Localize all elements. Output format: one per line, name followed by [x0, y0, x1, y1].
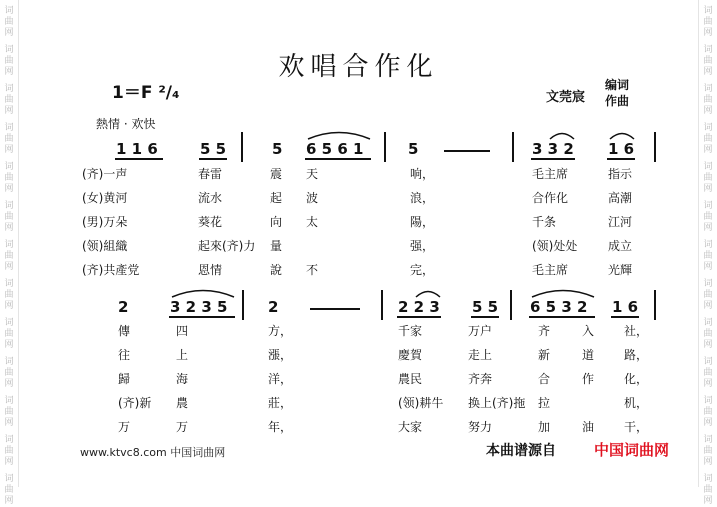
barline — [654, 290, 656, 320]
note-group: 1 6 — [608, 140, 635, 158]
lyric-cell: 春雷 — [198, 167, 223, 181]
watermark-glyph: 曲 — [703, 290, 713, 300]
watermark-glyph: 词 — [703, 201, 713, 211]
sustain-dash — [444, 150, 490, 152]
watermark-glyph: 词 — [4, 318, 14, 328]
lyric-cell: 毛主席 — [532, 167, 569, 181]
lyric-cell: 年， — [268, 420, 293, 434]
lyric-cell: 起 — [270, 191, 283, 205]
lyric-cell: 慶賀 — [398, 348, 423, 362]
watermark-glyph: 曲 — [4, 134, 14, 144]
watermark-glyph: 曲 — [4, 17, 14, 27]
watermark-glyph: 词 — [4, 474, 14, 484]
lyric-cell: 天 — [306, 167, 319, 181]
lyric-cell: 合 — [538, 372, 551, 386]
lyric-cell: 完， — [410, 263, 435, 277]
lyric-cell: 毛主席 — [532, 263, 569, 277]
lyric-cell: 洋， — [268, 372, 293, 386]
slur — [414, 286, 442, 298]
watermark-glyph: 网 — [4, 184, 14, 194]
watermark-glyph: 曲 — [703, 407, 713, 417]
note-group: 2 — [118, 298, 129, 316]
lyric-cell: 漲， — [268, 348, 293, 362]
beam-underline — [607, 158, 635, 160]
note-group: 5 5 — [472, 298, 499, 316]
lyric-cell: 向 — [270, 215, 283, 229]
watermark-glyph: 网 — [4, 301, 14, 311]
beam-underline — [169, 316, 235, 318]
sustain-dash — [310, 308, 360, 310]
watermark-glyph: 曲 — [4, 446, 14, 456]
watermark-glyph: 词 — [703, 123, 713, 133]
beam-underline — [199, 158, 227, 160]
barline — [241, 132, 243, 162]
watermark-glyph: 网 — [703, 145, 713, 155]
lyric-cell: 走上 — [468, 348, 493, 362]
watermark-glyph: 词 — [703, 318, 713, 328]
watermark-glyph: 曲 — [703, 17, 713, 27]
lyric-cell: 葵花 — [198, 215, 223, 229]
barline — [512, 132, 514, 162]
lyric-cell: 作 — [582, 372, 595, 386]
lyric-cell: 道 — [582, 348, 595, 362]
lyric-cell: 流水 — [198, 191, 223, 205]
watermark-glyph: 词 — [703, 396, 713, 406]
lyric-cell: (女)黄河 — [82, 191, 128, 205]
beam-underline — [611, 316, 639, 318]
watermark-glyph: 曲 — [4, 290, 14, 300]
lyric-cell: 起來(齐)力 — [198, 239, 256, 253]
note-group: 6 5 3 2 — [530, 298, 588, 316]
watermark-glyph: 曲 — [4, 173, 14, 183]
key-signature: 1＝F ²/₄ — [112, 83, 180, 103]
watermark-glyph: 词 — [703, 162, 713, 172]
lyric-cell: (齐)共產党 — [82, 263, 140, 277]
watermark-glyph: 曲 — [703, 446, 713, 456]
watermark-glyph: 网 — [4, 457, 14, 467]
watermark-glyph: 曲 — [703, 485, 713, 495]
watermark-glyph: 网 — [703, 67, 713, 77]
watermark-glyph: 词 — [703, 240, 713, 250]
lyric-cell: 海 — [176, 372, 189, 386]
watermark-glyph: 词 — [4, 357, 14, 367]
slur — [608, 128, 636, 140]
watermark-glyph: 曲 — [4, 407, 14, 417]
beam-underline — [471, 316, 499, 318]
watermark-glyph: 词 — [4, 240, 14, 250]
lyric-cell: (齐)一声 — [82, 167, 128, 181]
watermark-glyph: 曲 — [703, 56, 713, 66]
watermark-glyph: 网 — [4, 28, 14, 38]
watermark-glyph: 网 — [703, 301, 713, 311]
slur — [548, 128, 576, 140]
watermark-glyph: 网 — [4, 496, 14, 506]
lyric-cell: 量 — [270, 239, 283, 253]
watermark-glyph: 词 — [4, 201, 14, 211]
footer-brand: 中国词曲网 — [594, 441, 670, 459]
lyric-cell: 光輝 — [608, 263, 633, 277]
barline — [242, 290, 244, 320]
composer-role: 作曲 — [605, 94, 630, 108]
note-group: 3 2 3 5 — [170, 298, 228, 316]
watermark-glyph: 曲 — [703, 95, 713, 105]
watermark-glyph: 词 — [4, 84, 14, 94]
lyric-cell: (男)万朵 — [82, 215, 128, 229]
watermark-glyph: 曲 — [703, 368, 713, 378]
lyric-cell: 陽， — [410, 215, 435, 229]
lyric-cell: 齐奔 — [468, 372, 493, 386]
footer-url: www.ktvc8.com 中国词曲网 — [80, 446, 226, 459]
lyric-cell: (齐)新 — [118, 396, 152, 410]
watermark-glyph: 曲 — [4, 251, 14, 261]
watermark-glyph: 词 — [4, 396, 14, 406]
note-group: 5 — [408, 140, 419, 158]
lyric-cell: 化， — [624, 372, 649, 386]
watermark-glyph: 曲 — [4, 212, 14, 222]
lyric-cell: 齐 — [538, 324, 551, 338]
watermark-glyph: 网 — [4, 106, 14, 116]
lyric-cell: 不 — [306, 263, 319, 277]
note-group: 3 3 2 — [532, 140, 574, 158]
barline — [381, 290, 383, 320]
watermark-glyph: 网 — [703, 379, 713, 389]
lyric-cell: 新 — [538, 348, 551, 362]
lyric-cell: 万 — [118, 420, 131, 434]
watermark-glyph: 词 — [4, 435, 14, 445]
footer-source: 本曲谱源自 — [486, 443, 556, 459]
lyric-cell: 方， — [268, 324, 293, 338]
watermark-glyph: 词 — [4, 279, 14, 289]
lyric-cell: 努力 — [468, 420, 493, 434]
watermark-glyph: 曲 — [703, 134, 713, 144]
lyric-cell: 合作化 — [532, 191, 569, 205]
watermark-glyph: 网 — [703, 28, 713, 38]
watermark-glyph: 网 — [703, 223, 713, 233]
watermark-glyph: 网 — [4, 418, 14, 428]
watermark-glyph: 网 — [4, 145, 14, 155]
watermark-glyph: 网 — [703, 457, 713, 467]
watermark-glyph: 词 — [4, 6, 14, 16]
lyric-cell: 社， — [624, 324, 649, 338]
watermark-glyph: 曲 — [4, 368, 14, 378]
lyric-cell: 波 — [306, 191, 319, 205]
lyric-cell: (领)耕牛 — [398, 396, 444, 410]
watermark-glyph: 网 — [4, 223, 14, 233]
beam-underline — [531, 158, 575, 160]
lyric-cell: 農 — [176, 396, 189, 410]
lyric-cell: 入 — [582, 324, 595, 338]
lyric-cell: 往 — [118, 348, 131, 362]
note-group: 2 — [268, 298, 279, 316]
watermark-glyph: 曲 — [4, 329, 14, 339]
watermark-glyph: 网 — [4, 340, 14, 350]
lyric-cell: 响， — [410, 167, 435, 181]
note-group: 1 6 — [612, 298, 639, 316]
watermark-glyph: 词 — [703, 45, 713, 55]
song-title: 欢唱合作化 — [278, 52, 439, 82]
lyricist-role: 编词 — [605, 78, 630, 92]
watermark-glyph: 词 — [703, 435, 713, 445]
lyric-cell: 机， — [624, 396, 649, 410]
lyric-cell: 万 — [176, 420, 189, 434]
watermark-glyph: 曲 — [703, 251, 713, 261]
watermark-glyph: 词 — [703, 474, 713, 484]
lyric-cell: 上 — [176, 348, 189, 362]
lyric-cell: 歸 — [118, 372, 131, 386]
note-group: 6 5 6 1 — [306, 140, 364, 158]
watermark-glyph: 网 — [4, 262, 14, 272]
barline — [510, 290, 512, 320]
lyric-cell: 换上(齐)拖 — [468, 396, 526, 410]
beam-underline — [305, 158, 371, 160]
lyric-cell: 浪， — [410, 191, 435, 205]
watermark-glyph: 网 — [703, 184, 713, 194]
lyric-cell: 大家 — [398, 420, 423, 434]
lyric-cell: 農民 — [398, 372, 423, 386]
lyric-cell: 說 — [270, 263, 283, 277]
lyric-cell: 莊， — [268, 396, 293, 410]
watermark-glyph: 曲 — [4, 95, 14, 105]
note-group: 1 1 6 — [116, 140, 158, 158]
watermark-glyph: 词 — [703, 6, 713, 16]
watermark-glyph: 曲 — [4, 485, 14, 495]
watermark-glyph: 曲 — [703, 212, 713, 222]
watermark-glyph: 网 — [4, 67, 14, 77]
lyric-cell: (领)处处 — [532, 239, 578, 253]
watermark-glyph: 曲 — [703, 173, 713, 183]
lyric-cell: 干， — [624, 420, 649, 434]
lyric-cell: 拉 — [538, 396, 551, 410]
watermark-glyph: 词 — [4, 123, 14, 133]
watermark-glyph: 网 — [703, 340, 713, 350]
lyric-cell: 强， — [410, 239, 435, 253]
watermark-glyph: 词 — [4, 45, 14, 55]
watermark-glyph: 曲 — [4, 56, 14, 66]
watermark-glyph: 曲 — [703, 329, 713, 339]
watermark-glyph: 词 — [4, 162, 14, 172]
note-group: 5 — [272, 140, 283, 158]
lyric-cell: 油 — [582, 420, 595, 434]
watermark-glyph: 词 — [703, 357, 713, 367]
beam-underline — [397, 316, 441, 318]
watermark-glyph: 网 — [703, 262, 713, 272]
watermark-glyph: 词 — [703, 84, 713, 94]
lyric-cell: 千条 — [532, 215, 557, 229]
slur — [306, 128, 372, 140]
watermark-glyph: 网 — [703, 418, 713, 428]
lyric-cell: 万户 — [468, 324, 493, 338]
watermark-glyph: 词 — [703, 279, 713, 289]
lyric-cell: 指示 — [608, 167, 633, 181]
lyric-cell: 恩情 — [198, 263, 223, 277]
barline — [654, 132, 656, 162]
beam-underline — [529, 316, 595, 318]
note-group: 2 2 3 — [398, 298, 440, 316]
lyric-cell: 震 — [270, 167, 283, 181]
lyric-cell: 高潮 — [608, 191, 633, 205]
note-group: 5 5 — [200, 140, 227, 158]
lyric-cell: 千家 — [398, 324, 423, 338]
lyric-cell: 加 — [538, 420, 551, 434]
watermark-glyph: 网 — [703, 106, 713, 116]
lyricist-name: 文莞宸 — [546, 90, 586, 105]
tempo-marking: 熱情 · 欢快 — [96, 117, 156, 131]
watermark-glyph: 网 — [703, 496, 713, 506]
lyric-cell: (领)組織 — [82, 239, 128, 253]
slur — [170, 286, 236, 298]
lyric-cell: 成立 — [608, 239, 633, 253]
lyric-cell: 四 — [176, 324, 189, 338]
lyric-cell: 江河 — [608, 215, 633, 229]
lyric-cell: 路， — [624, 348, 649, 362]
beam-underline — [115, 158, 163, 160]
lyric-cell: 傳 — [118, 324, 131, 338]
lyric-cell: 太 — [306, 215, 319, 229]
slur — [530, 286, 596, 298]
barline — [384, 132, 386, 162]
watermark-glyph: 网 — [4, 379, 14, 389]
